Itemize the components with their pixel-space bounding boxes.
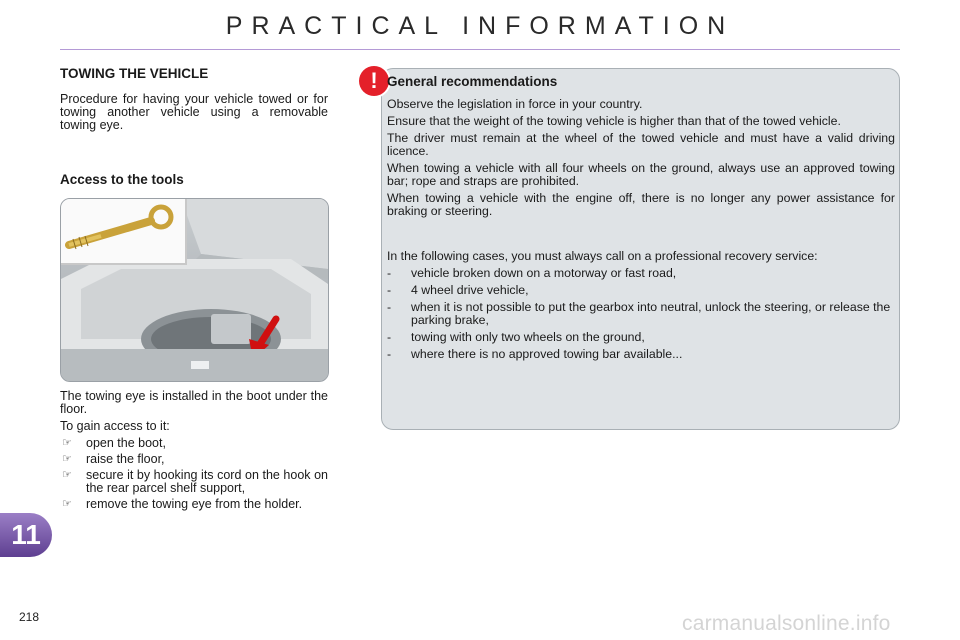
towing-eye-location: The towing eye is installed in the boot under the floor.: [60, 389, 328, 416]
chapter-tab: 11: [0, 513, 52, 557]
list-item: ☞ raise the floor,: [62, 452, 165, 466]
watermark: carmanualsonline.info: [682, 612, 891, 635]
recommendations-content: [387, 74, 895, 365]
towing-eye-icon: [61, 199, 185, 263]
recovery-cases-intro: In the following cases, you must always call on a professional recovery service:: [387, 249, 818, 263]
recommendation-paragraph: The driver must remain at the wheel of the towed vehicle and must have a valid driving licence.: [387, 131, 895, 158]
list-item: - 4 wheel drive vehicle,: [387, 283, 529, 297]
list-item: - vehicle broken down on a motorway or fast road,: [387, 266, 677, 280]
access-instructions: [60, 390, 328, 514]
recommendation-paragraph: When towing a vehicle with all four wheels on the ground, always use an approved towing bar; rope and straps are prohibited.: [387, 161, 895, 188]
page-number: 218: [19, 610, 40, 624]
page-header-title: PRACTICAL INFORMATION: [225, 12, 735, 40]
list-item: ☞ open the boot,: [62, 436, 166, 450]
list-item: ☞ secure it by hooking its cord on the hook on the rear parcel shelf support,: [62, 468, 328, 495]
access-intro: To gain access to it:: [60, 419, 170, 433]
towing-eye-inset: [61, 199, 187, 265]
subsection-title: Access to the tools: [60, 172, 184, 187]
towing-section: [60, 66, 328, 132]
pointing-hand-icon: ☞: [62, 498, 72, 510]
pointing-hand-icon: ☞: [62, 453, 72, 465]
recommendation-paragraph: Observe the legislation in force in your country.: [387, 97, 643, 111]
boot-photo: [60, 198, 329, 382]
list-item: ☞ remove the towing eye from the holder.: [62, 497, 303, 511]
recommendation-paragraph: Ensure that the weight of the towing vehicle is higher than that of the towed vehicle.: [387, 114, 841, 128]
towing-intro: Procedure for having your vehicle towed or for towing another vehicle using a removable towing eye.: [60, 92, 328, 132]
header-rule: [60, 49, 900, 50]
list-item: - where there is no approved towing bar available...: [387, 347, 683, 361]
section-title: TOWING THE VEHICLE: [60, 66, 209, 81]
exclamation-warning-icon: !: [359, 66, 389, 96]
list-item: - when it is not possible to put the gearbox into neutral, unlock the steering, or release the parking brake,: [387, 300, 891, 327]
list-item: - towing with only two wheels on the ground,: [387, 330, 645, 344]
pointing-hand-icon: ☞: [62, 437, 72, 449]
pointing-hand-icon: ☞: [62, 469, 72, 481]
recommendations-title: General recommendations: [387, 74, 558, 89]
recommendation-paragraph: When towing a vehicle with the engine off, there is no longer any power assistance for braking or steering.: [387, 191, 895, 218]
